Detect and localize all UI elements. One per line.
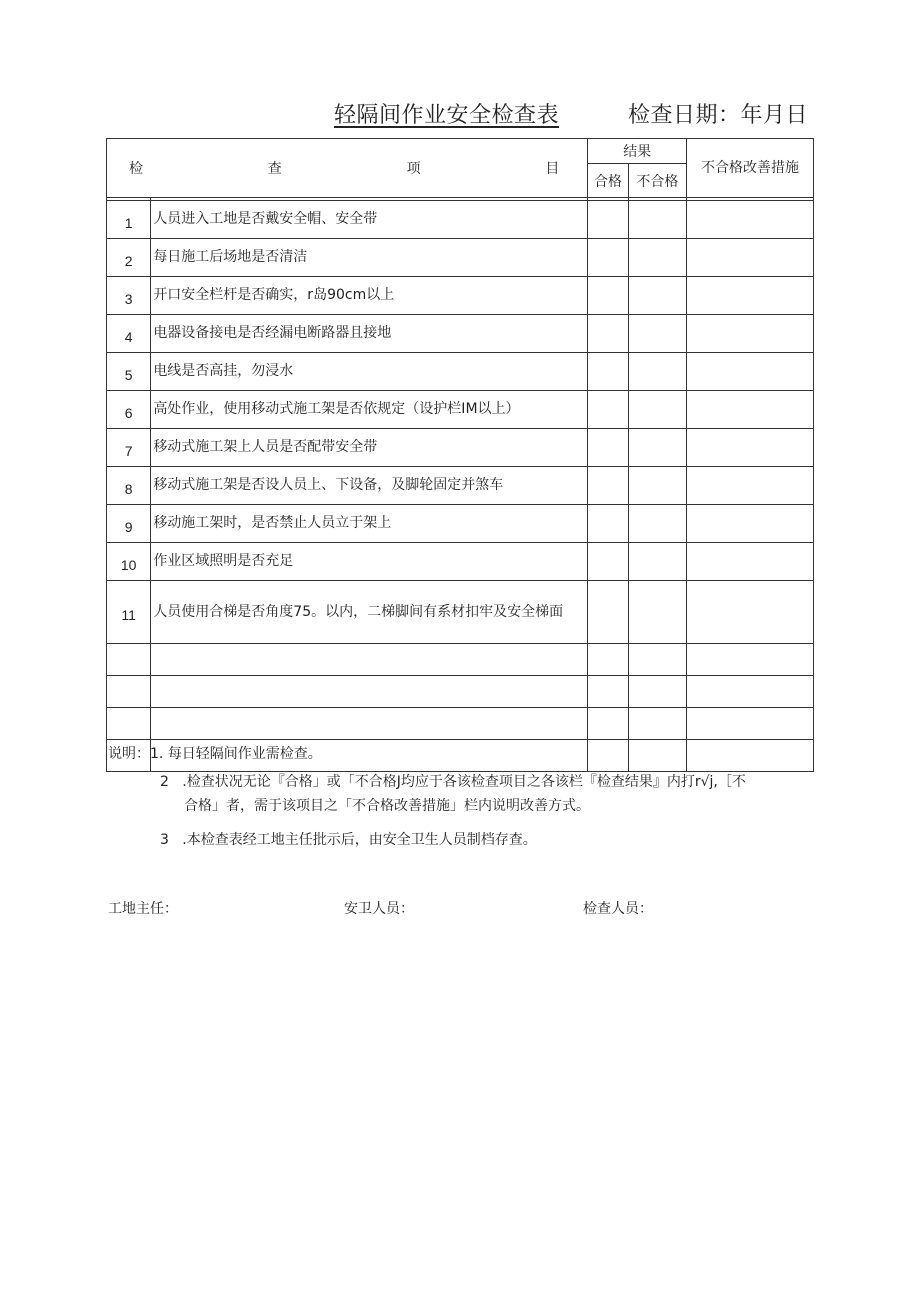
note-item-2 <box>108 770 818 794</box>
row-number: 3 <box>107 277 151 315</box>
pass-cell[interactable] <box>588 277 628 315</box>
table-row <box>107 353 814 391</box>
improvement-cell[interactable] <box>687 581 814 644</box>
fail-cell[interactable] <box>628 676 686 708</box>
row-number: 8 <box>107 467 151 505</box>
check-item-text: 高处作业，使用移动式施工架是否依规定（设护栏IM以上） <box>151 391 588 429</box>
table-row <box>107 239 814 277</box>
notes-label: 说明： <box>108 746 150 762</box>
fail-cell[interactable] <box>628 505 686 543</box>
improvement-cell[interactable] <box>687 467 814 505</box>
title-row <box>0 98 920 132</box>
header-pass: 合格 <box>588 164 628 198</box>
row-number: 7 <box>107 429 151 467</box>
checklist-body <box>107 198 814 772</box>
blank-row <box>107 676 814 708</box>
row-number: 4 <box>107 315 151 353</box>
pass-cell[interactable] <box>588 676 628 708</box>
check-item-text[interactable] <box>151 676 588 708</box>
improvement-cell[interactable] <box>687 505 814 543</box>
fail-cell[interactable] <box>628 644 686 676</box>
pass-cell[interactable] <box>588 391 628 429</box>
check-item-text: 电器设备接电是否经漏电断路器且接地 <box>151 315 588 353</box>
pass-cell[interactable] <box>588 505 628 543</box>
fail-cell[interactable] <box>628 277 686 315</box>
improvement-cell[interactable] <box>687 353 814 391</box>
fail-cell[interactable] <box>628 201 686 239</box>
check-item-text: 每日施工后场地是否清洁 <box>151 239 588 277</box>
pass-cell[interactable] <box>588 239 628 277</box>
table-row <box>107 315 814 353</box>
pass-cell[interactable] <box>588 644 628 676</box>
check-item-text[interactable] <box>151 644 588 676</box>
header-char: 目 <box>545 161 560 177</box>
site-director-signature-label: 工地主任： <box>108 901 178 917</box>
row-number: 2 <box>107 239 151 277</box>
fail-cell[interactable] <box>628 467 686 505</box>
row-number[interactable] <box>107 644 151 676</box>
table-header-row <box>107 139 814 164</box>
row-number: 11 <box>107 581 151 644</box>
check-item-text[interactable] <box>151 708 588 740</box>
pass-cell[interactable] <box>588 429 628 467</box>
check-item-text: 移动式施工架上人员是否配带安全带 <box>151 429 588 467</box>
table-row <box>107 429 814 467</box>
table-row <box>107 277 814 315</box>
table-row <box>107 201 814 239</box>
improvement-cell[interactable] <box>687 708 814 740</box>
check-item-text: 电线是否高挂，勿浸水 <box>151 353 588 391</box>
pass-cell[interactable] <box>588 315 628 353</box>
header-improvement-measures: 不合格改善措施 <box>687 139 814 198</box>
table-row <box>107 505 814 543</box>
improvement-cell[interactable] <box>687 543 814 581</box>
improvement-cell[interactable] <box>687 315 814 353</box>
improvement-cell[interactable] <box>687 277 814 315</box>
row-number: 5 <box>107 353 151 391</box>
improvement-cell[interactable] <box>687 676 814 708</box>
blank-row <box>107 644 814 676</box>
pass-cell[interactable] <box>588 201 628 239</box>
check-item-text: 作业区域照明是否充足 <box>151 543 588 581</box>
pass-cell[interactable] <box>588 708 628 740</box>
row-number: 10 <box>107 543 151 581</box>
pass-cell[interactable] <box>588 543 628 581</box>
improvement-cell[interactable] <box>687 201 814 239</box>
safety-staff-signature-label: 安卫人员： <box>344 901 414 917</box>
table-row <box>107 543 814 581</box>
improvement-cell[interactable] <box>687 239 814 277</box>
table-row <box>107 391 814 429</box>
note-text: .检查状况无论『合格」或「不合格J均应于各该检查项目之各该栏『检查结果』内打r√j,［不 <box>182 774 746 790</box>
row-number: 9 <box>107 505 151 543</box>
note-text-continuation: 合格」者，需于该项目之「不合格改善措施」栏内说明改善方式。 <box>184 798 590 814</box>
note-number: 2 <box>160 774 169 790</box>
fail-cell[interactable] <box>628 429 686 467</box>
header-check-items <box>107 139 588 198</box>
improvement-cell[interactable] <box>687 391 814 429</box>
pass-cell[interactable] <box>588 467 628 505</box>
improvement-cell[interactable] <box>687 644 814 676</box>
check-item-text: 移动式施工架是否设人员上、下设备，及脚轮固定并煞车 <box>151 467 588 505</box>
header-fail: 不合格 <box>628 164 686 198</box>
notes-section <box>108 742 818 852</box>
fail-cell[interactable] <box>628 581 686 644</box>
check-item-text: 开口安全栏杆是否确实，r岛90cm以上 <box>151 277 588 315</box>
row-number: 6 <box>107 391 151 429</box>
table-row <box>107 467 814 505</box>
header-char: 检 <box>129 161 143 177</box>
fail-cell[interactable] <box>628 315 686 353</box>
row-number[interactable] <box>107 676 151 708</box>
checklist-table <box>106 138 814 772</box>
note-item-3 <box>108 828 818 852</box>
note-item-2-continuation <box>108 794 818 818</box>
pass-cell[interactable] <box>588 581 628 644</box>
note-text: .本检查表经工地主任批示后，由安全卫生人员制档存查。 <box>182 832 537 848</box>
note-number: 1. <box>150 746 164 762</box>
table-row <box>107 581 814 644</box>
row-number: 1 <box>107 201 151 239</box>
header-result: 结果 <box>588 139 687 164</box>
fail-cell[interactable] <box>628 543 686 581</box>
note-text: 每日轻隔间作业需检查。 <box>167 746 322 762</box>
note-number: 3 <box>160 832 169 848</box>
blank-row <box>107 708 814 740</box>
header-char: 查 <box>267 161 282 177</box>
check-item-text: 移动施工架时，是否禁止人员立于架上 <box>151 505 588 543</box>
check-item-text: 人员使用合梯是否角度75。以内，二梯脚间有系材扣牢及安全梯面 <box>151 581 588 644</box>
signature-row <box>0 898 920 922</box>
inspector-signature-label: 检查人员： <box>583 901 653 917</box>
fail-cell[interactable] <box>628 391 686 429</box>
note-item-1 <box>108 742 818 766</box>
check-item-text: 人员进入工地是否戴安全帽、安全带 <box>151 201 588 239</box>
document-title: 轻隔间作业安全检查表 <box>334 103 560 128</box>
row-number[interactable] <box>107 708 151 740</box>
pass-cell[interactable] <box>588 353 628 391</box>
fail-cell[interactable] <box>628 239 686 277</box>
improvement-cell[interactable] <box>687 429 814 467</box>
header-char: 项 <box>406 161 421 177</box>
fail-cell[interactable] <box>628 353 686 391</box>
inspection-date-label: 检查日期：年月日 <box>628 103 809 128</box>
fail-cell[interactable] <box>628 708 686 740</box>
